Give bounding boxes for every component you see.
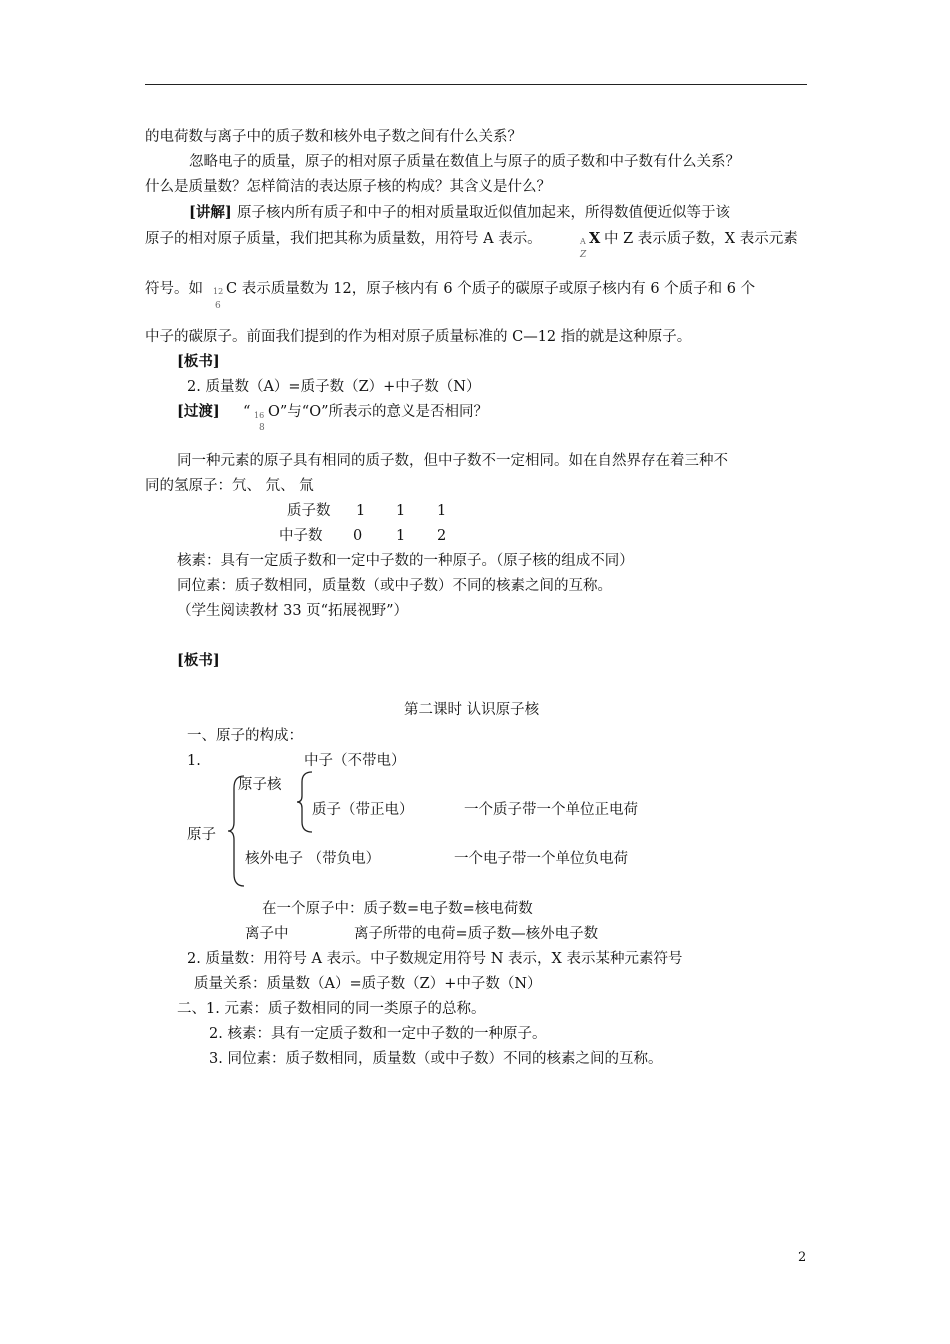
diagram-label-atom: 原子 <box>187 827 216 843</box>
transition-tag: [过渡] <box>177 403 220 420</box>
table-cell: 2 <box>437 528 447 544</box>
paragraph-line: 忽略电子的质量，原子的相对原子质量在数值上与原子的质子数和中子数有什么关系？ <box>189 154 740 170</box>
paragraph-line: （学生阅读教材 33 页“拓展视野”） <box>177 603 408 619</box>
paragraph-line: 符号。如 <box>145 281 203 297</box>
table-cell: 0 <box>353 528 363 544</box>
paragraph-line: 同的氢原子：氕、 氘、 氚 <box>145 478 314 494</box>
oxygen-atomic-number: 8 <box>259 423 265 433</box>
section-heading: 一、原子的构成： <box>187 728 303 744</box>
diagram-note-proton: 一个质子带一个单位正电荷 <box>464 802 638 818</box>
diagram-label-electron: 核外电子 （带负电） <box>245 851 381 867</box>
diagram-label-neutron: 中子（不带电） <box>304 753 406 769</box>
paragraph-line: 原子的相对原子质量，我们把其称为质量数，用符号 A 表示。 <box>145 231 542 247</box>
paragraph-line: 在一个原子中：质子数=电子数=核电荷数 <box>262 901 533 917</box>
nuclide-number-symbol: Z <box>580 250 587 260</box>
paragraph-line: 中 Z 表示质子数，X 表示元素 <box>604 231 798 247</box>
lesson-title: 第二课时 认识原子核 <box>404 702 540 718</box>
paragraph-line: 离子所带的电荷=质子数—核外电子数 <box>354 926 599 942</box>
paragraph-line: 质量关系：质量数（A）=质子数（Z）+中子数（N） <box>194 976 542 992</box>
paragraph-line: 同一种元素的原子具有相同的质子数，但中子数不一定相同。如在自然界存在着三种不 <box>177 453 728 469</box>
paragraph-line: 中子的碳原子。前面我们提到的作为相对原子质量标准的 C—12 指的就是这种原子。 <box>145 329 692 345</box>
paragraph-line: 2. 核素：具有一定质子数和一定中子数的一种原子。 <box>209 1026 547 1042</box>
table-cell: 1 <box>437 503 447 519</box>
lecture-tag: [讲解] <box>189 204 232 221</box>
paragraph-line: 核素：具有一定质子数和一定中子数的一种原子。（原子核的组成不同） <box>177 553 634 569</box>
diagram-label-nucleus: 原子核 <box>238 777 282 793</box>
table-label: 质子数 <box>287 503 331 519</box>
nuclide-element-symbol: X <box>589 230 601 247</box>
board-tag: [板书] <box>177 353 220 370</box>
paragraph-line: 什么是质量数？怎样简洁的表达原子核的构成？其含义是什么？ <box>145 179 551 195</box>
board-line: 2. 质量数（A）=质子数（Z）+中子数（N） <box>187 379 481 395</box>
paragraph-line: 2. 质量数：用符号 A 表示。中子数规定用符号 N 表示，X 表示某种元素符号 <box>187 951 683 967</box>
diagram-note-electron: 一个电子带一个单位负电荷 <box>454 851 628 867</box>
page-number: 2 <box>798 1250 807 1265</box>
header-rule <box>145 84 807 85</box>
paragraph-line: 3. 同位素：质子数相同，质量数（或中子数）不同的核素之间的互称。 <box>209 1051 663 1067</box>
carbon-mass-number: 12 <box>213 287 224 296</box>
paragraph-line: 同位素：质子数相同，质量数（或中子数）不同的核素之间的互称。 <box>177 578 612 594</box>
carbon-atomic-number: 6 <box>215 301 221 311</box>
paragraph-line: C 表示质量数为 12，原子核内有 6 个质子的碳原子或原子核内有 6 个质子和 6 个 <box>226 281 756 297</box>
nuclide-mass-symbol: A <box>580 237 586 246</box>
table-cell: 1 <box>396 528 406 544</box>
item-number: 1. <box>187 753 201 769</box>
paragraph-line: O”与“O”所表示的意义是否相同？ <box>268 404 489 420</box>
table-cell: 1 <box>356 503 366 519</box>
table-cell: 1 <box>396 503 406 519</box>
paragraph-line: 原子核内所有质子和中子的相对质量取近似值加起来，所得数值便近似等于该 <box>237 205 730 221</box>
paragraph-line: 离子中 <box>245 926 289 942</box>
oxygen-mass-number: 16 <box>254 411 265 420</box>
paragraph-line: 二、1. 元素：质子数相同的同一类原子的总称。 <box>177 1001 486 1017</box>
paragraph-line: 的电荷数与离子中的质子数和核外电子数之间有什么关系？ <box>145 129 522 145</box>
board-tag: [板书] <box>177 652 220 669</box>
table-label: 中子数 <box>279 528 323 544</box>
paragraph-line: “ <box>243 404 251 420</box>
diagram-label-proton: 质子（带正电） <box>312 802 414 818</box>
atom-brace <box>226 774 246 888</box>
